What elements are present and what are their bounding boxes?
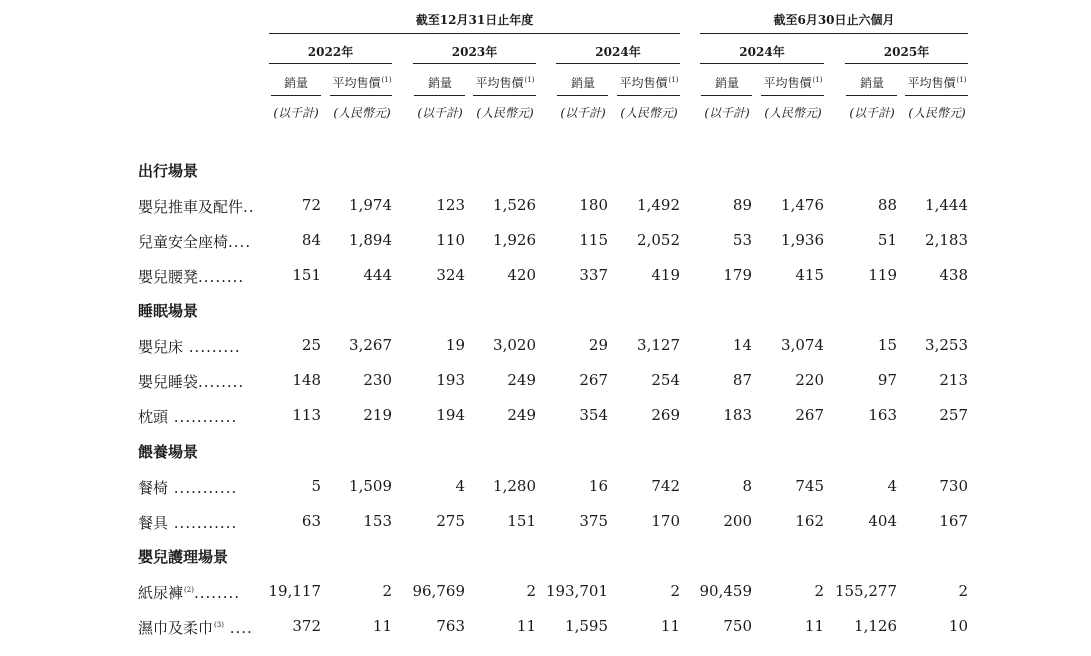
volume-cell: 123 xyxy=(436,196,465,214)
avg-price-header xyxy=(465,74,545,91)
price-cell: 1,444 xyxy=(925,196,968,214)
unit-thousands: (以千計) xyxy=(704,106,750,120)
price-cell: 170 xyxy=(651,512,680,530)
price-cell: 2 xyxy=(382,582,392,600)
price-cell: 11 xyxy=(804,617,824,635)
period-rule-six-months xyxy=(700,33,968,34)
volume-cell: 267 xyxy=(579,371,608,389)
price-cell: 10 xyxy=(948,617,968,635)
price-cell: 2,052 xyxy=(637,231,680,249)
price-cell: 3,267 xyxy=(349,336,392,354)
leader-dots: ........ xyxy=(193,584,241,602)
subheader-rule xyxy=(414,95,465,96)
volume-cell: 25 xyxy=(301,336,321,354)
product-name: 嬰兒睡袋 xyxy=(138,373,199,391)
volume-cell: 19 xyxy=(445,336,465,354)
price-cell: 444 xyxy=(363,266,392,284)
price-cell: 438 xyxy=(939,266,968,284)
price-cell: 745 xyxy=(795,477,824,495)
volume-cell: 51 xyxy=(877,231,897,249)
avg-price-header xyxy=(609,74,689,91)
volume-cell: 110 xyxy=(436,231,465,249)
volume-cell: 5 xyxy=(311,477,321,495)
product-name: 餐椅 xyxy=(138,479,169,497)
column-header-label: 銷量 xyxy=(570,76,595,90)
volume-cell: 97 xyxy=(877,371,897,389)
volume-cell: 16 xyxy=(588,477,608,495)
price-cell: 219 xyxy=(363,406,392,424)
avg-price-header xyxy=(897,74,977,91)
leader-dots: .... xyxy=(228,233,252,251)
volume-cell: 337 xyxy=(579,266,608,284)
row-label xyxy=(138,512,237,533)
volume-cell: 4 xyxy=(887,477,897,495)
footnote-marker: (1) xyxy=(381,76,392,84)
volume-cell: 763 xyxy=(436,617,465,635)
subheader-rule xyxy=(846,95,897,96)
volume-cell: 179 xyxy=(723,266,752,284)
price-cell: 269 xyxy=(651,406,680,424)
volume-cell: 4 xyxy=(455,477,465,495)
volume-cell: 19,117 xyxy=(268,582,321,600)
volume-cell: 193,701 xyxy=(545,582,608,600)
avg-price-header xyxy=(322,74,402,91)
unit-thousands: (以千計) xyxy=(417,106,463,120)
price-cell: 1,526 xyxy=(493,196,536,214)
footnote-marker: (1) xyxy=(524,76,535,84)
volume-cell: 63 xyxy=(301,512,321,530)
price-cell: 742 xyxy=(651,477,680,495)
price-cell: 3,074 xyxy=(781,336,824,354)
year-header: 2024年 xyxy=(595,45,641,59)
volume-cell: 89 xyxy=(732,196,752,214)
subheader-rule xyxy=(905,95,968,96)
row-label xyxy=(138,582,240,603)
volume-cell: 324 xyxy=(436,266,465,284)
column-header-label: 平均售價 xyxy=(763,76,812,90)
price-cell: 249 xyxy=(507,371,536,389)
period-header-fiscal-year: 截至12月31日止年度 xyxy=(415,13,534,27)
volume-cell: 1,595 xyxy=(565,617,608,635)
year-header: 2024年 xyxy=(739,45,785,59)
volume-cell: 96,769 xyxy=(412,582,465,600)
product-name: 餐具 xyxy=(138,514,169,532)
volume-cell: 194 xyxy=(436,406,465,424)
subheader-rule xyxy=(761,95,824,96)
volume-cell: 155,277 xyxy=(834,582,897,600)
volume-cell: 148 xyxy=(292,371,321,389)
volume-cell: 372 xyxy=(292,617,321,635)
volume-cell: 183 xyxy=(723,406,752,424)
price-cell: 1,974 xyxy=(349,196,392,214)
column-header-label: 銷量 xyxy=(714,76,739,90)
product-name: 紙尿褲 xyxy=(138,584,184,602)
price-cell: 3,253 xyxy=(925,336,968,354)
subheader-rule xyxy=(271,95,321,96)
volume-cell: 84 xyxy=(301,231,321,249)
volume-cell: 1,126 xyxy=(854,617,897,635)
volume-cell: 113 xyxy=(292,406,321,424)
volume-cell: 275 xyxy=(436,512,465,530)
price-cell: 257 xyxy=(939,406,968,424)
volume-cell: 29 xyxy=(588,336,608,354)
volume-cell: 90,459 xyxy=(699,582,752,600)
row-label xyxy=(138,371,244,392)
price-cell: 1,476 xyxy=(781,196,824,214)
price-cell: 1,509 xyxy=(349,477,392,495)
leader-dots: .. xyxy=(243,198,255,216)
price-cell: 11 xyxy=(660,617,680,635)
volume-cell: 200 xyxy=(723,512,752,530)
product-name: 枕頭 xyxy=(138,408,169,426)
year-header: 2023年 xyxy=(451,45,498,59)
price-cell: 151 xyxy=(507,512,536,530)
year-rule xyxy=(413,63,536,64)
product-name: 嬰兒腰凳 xyxy=(138,268,199,286)
unit-rmb: (人民幣元) xyxy=(764,106,822,120)
price-cell: 3,020 xyxy=(493,336,536,354)
price-cell: 730 xyxy=(939,477,968,495)
unit-thousands: (以千計) xyxy=(273,106,319,120)
leader-dots: .... xyxy=(223,619,253,637)
price-cell: 2,183 xyxy=(925,231,968,249)
unit-thousands: (以千計) xyxy=(560,106,606,120)
volume-cell: 375 xyxy=(579,512,608,530)
price-cell: 267 xyxy=(795,406,824,424)
avg-price-header xyxy=(753,74,833,91)
leader-dots: ........... xyxy=(168,514,238,532)
price-cell: 11 xyxy=(372,617,392,635)
unit-rmb: (人民幣元) xyxy=(908,106,966,120)
subheader-rule xyxy=(617,95,680,96)
footnote-marker: (3) xyxy=(214,621,224,629)
price-cell: 419 xyxy=(651,266,680,284)
price-cell: 1,492 xyxy=(637,196,680,214)
footnote-marker: (1) xyxy=(956,76,967,84)
volume-cell: 115 xyxy=(579,231,608,249)
volume-cell: 72 xyxy=(301,196,321,214)
price-cell: 1,280 xyxy=(493,477,536,495)
column-header-label: 平均售價 xyxy=(332,76,381,90)
section-title: 出行場景 xyxy=(138,162,199,180)
year-header: 2022年 xyxy=(307,45,354,59)
row-label xyxy=(138,266,244,287)
year-rule xyxy=(845,63,968,64)
volume-cell: 87 xyxy=(732,371,752,389)
year-header: 2025年 xyxy=(883,45,930,59)
section-title: 餵養場景 xyxy=(138,443,199,461)
footnote-marker: (1) xyxy=(812,76,823,84)
price-cell: 1,936 xyxy=(781,231,824,249)
leader-dots: ......... xyxy=(183,338,241,356)
section-title: 睡眠場景 xyxy=(138,302,199,320)
unit-rmb: (人民幣元) xyxy=(476,106,534,120)
volume-cell: 53 xyxy=(732,231,752,249)
row-label xyxy=(138,406,237,427)
row-label xyxy=(138,477,237,498)
footnote-marker: (1) xyxy=(668,76,679,84)
period-header-six-months: 截至6月30日止六個月 xyxy=(773,13,895,27)
leader-dots: ........ xyxy=(198,268,245,286)
price-cell: 220 xyxy=(795,371,824,389)
price-cell: 162 xyxy=(795,512,824,530)
volume-cell: 8 xyxy=(742,477,752,495)
volume-cell: 88 xyxy=(877,196,897,214)
volume-cell: 354 xyxy=(579,406,608,424)
period-rule-fiscal-year xyxy=(269,33,680,34)
volume-cell: 151 xyxy=(292,266,321,284)
column-header-label: 銷量 xyxy=(283,76,308,90)
price-cell: 254 xyxy=(651,371,680,389)
year-rule xyxy=(556,63,680,64)
column-header-label: 平均售價 xyxy=(907,76,956,90)
column-header-label: 平均售價 xyxy=(475,76,524,90)
subheader-rule xyxy=(557,95,608,96)
price-cell: 167 xyxy=(939,512,968,530)
column-header-label: 平均售價 xyxy=(619,76,668,90)
volume-cell: 404 xyxy=(868,512,897,530)
price-cell: 11 xyxy=(516,617,536,635)
subheader-rule xyxy=(473,95,536,96)
subheader-rule xyxy=(330,95,392,96)
volume-cell: 14 xyxy=(732,336,752,354)
price-cell: 1,926 xyxy=(493,231,536,249)
price-cell: 213 xyxy=(939,371,968,389)
unit-rmb: (人民幣元) xyxy=(620,106,678,120)
volume-cell: 15 xyxy=(877,336,897,354)
price-cell: 415 xyxy=(795,266,824,284)
price-cell: 230 xyxy=(363,371,392,389)
row-label xyxy=(138,336,241,357)
unit-thousands: (以千計) xyxy=(849,106,895,120)
volume-cell: 193 xyxy=(436,371,465,389)
price-cell: 249 xyxy=(507,406,536,424)
price-cell: 3,127 xyxy=(637,336,680,354)
price-cell: 2 xyxy=(814,582,824,600)
year-rule xyxy=(269,63,392,64)
product-name: 嬰兒床 xyxy=(138,338,184,356)
section-title: 嬰兒護理場景 xyxy=(138,548,229,566)
product-name: 嬰兒推車及配件 xyxy=(138,198,244,216)
leader-dots: ........ xyxy=(198,373,245,391)
product-name: 濕巾及柔巾 xyxy=(138,619,214,637)
price-cell: 153 xyxy=(363,512,392,530)
volume-cell: 180 xyxy=(579,196,608,214)
volume-cell: 119 xyxy=(868,266,897,284)
price-cell: 2 xyxy=(958,582,968,600)
product-name: 兒童安全座椅 xyxy=(138,233,229,251)
leader-dots: ........... xyxy=(168,479,238,497)
year-rule xyxy=(700,63,824,64)
price-cell: 420 xyxy=(507,266,536,284)
column-header-label: 銷量 xyxy=(427,76,452,90)
price-cell: 2 xyxy=(526,582,536,600)
leader-dots: ........... xyxy=(168,408,238,426)
volume-cell: 163 xyxy=(868,406,897,424)
footnote-marker: (2) xyxy=(184,586,194,594)
subheader-rule xyxy=(701,95,752,96)
volume-cell: 750 xyxy=(723,617,752,635)
unit-rmb: (人民幣元) xyxy=(333,106,391,120)
column-header-label: 銷量 xyxy=(859,76,884,90)
price-cell: 1,894 xyxy=(349,231,392,249)
price-cell: 2 xyxy=(670,582,680,600)
